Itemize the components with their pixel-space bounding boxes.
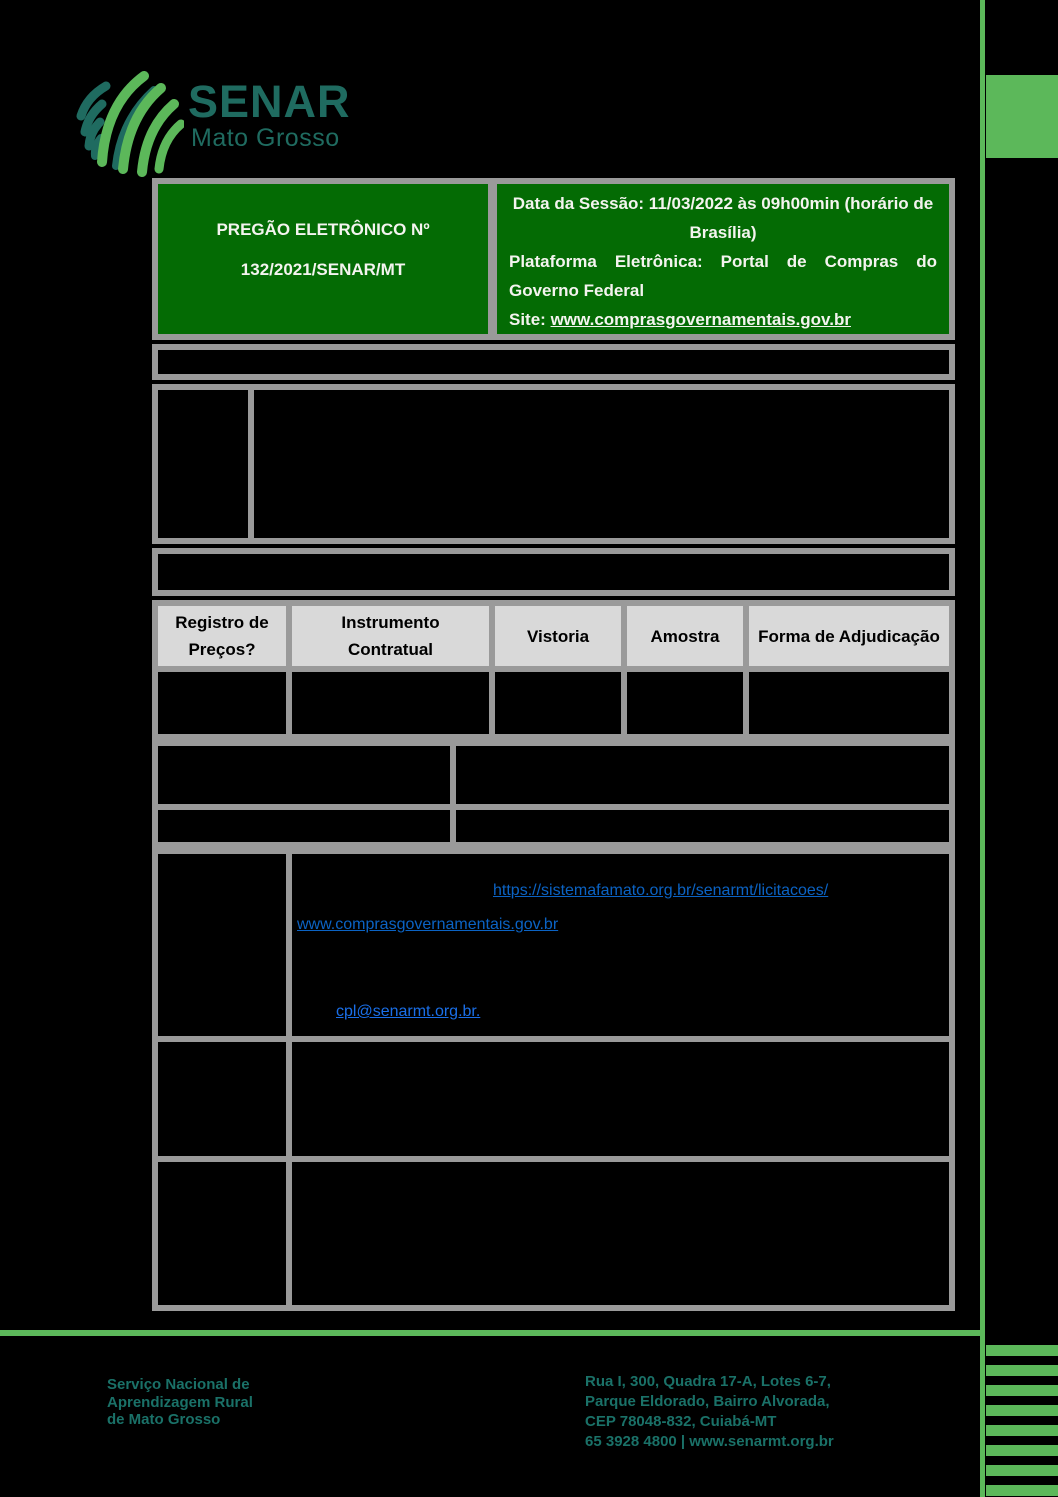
- footer-org-line1: Serviço Nacional de: [107, 1376, 250, 1393]
- redacted-cell: [292, 1162, 949, 1305]
- cpl-email-link[interactable]: cpl@senarmt.org.br.: [336, 1003, 481, 1020]
- footer-divider-line: [0, 1330, 985, 1336]
- redacted-cell: [254, 390, 949, 538]
- edital-links-cell: [292, 854, 949, 1036]
- criteria-header-vistoria: Vistoria: [495, 606, 621, 666]
- criteria-header-registro: Registro de Preços?: [158, 606, 286, 666]
- pregao-header-table: [152, 178, 955, 340]
- session-info-cell: [497, 184, 949, 334]
- pregao-title-cell: [158, 184, 488, 334]
- criteria-header-instrumento: Instrumento Contratual: [292, 606, 489, 666]
- bottom-right-stripes: [986, 1336, 1058, 1497]
- brand-region: Mato Grosso: [191, 124, 340, 152]
- redacted-cell: [158, 854, 286, 1036]
- compras-governamentais-link[interactable]: www.comprasgovernamentais.gov.br: [297, 916, 559, 933]
- redacted-cell: [158, 746, 450, 804]
- criteria-table: [152, 600, 955, 740]
- redacted-cell: [495, 672, 621, 734]
- comprasgovernamentais-link[interactable]: www.comprasgovernamentais.gov.br: [550, 310, 851, 329]
- value-row-table: [152, 548, 955, 596]
- site-line: [509, 305, 937, 334]
- footer-organization: [107, 1376, 253, 1429]
- redacted-cell: [627, 672, 743, 734]
- redacted-cell: [292, 672, 489, 734]
- senar-arcs-icon: [64, 62, 184, 177]
- object-row-table: [152, 344, 955, 380]
- pregao-title-line1: PREGÃO ELETRÔNICO Nº: [216, 220, 430, 239]
- redacted-cell: [292, 1042, 949, 1156]
- top-right-green-block: [986, 75, 1058, 158]
- site-label: Site:: [509, 310, 551, 329]
- footer-address-line2: Parque Eldorado, Bairro Alvorada,: [585, 1393, 830, 1410]
- licitacoes-link[interactable]: https://sistemafamato.org.br/senarmt/licitacoes/: [493, 882, 829, 899]
- description-row-table: [152, 384, 955, 544]
- redacted-cell: [158, 554, 949, 590]
- criteria-header-amostra: Amostra: [627, 606, 743, 666]
- redacted-cell: [158, 810, 450, 842]
- criteria-header-adjudicacao: Forma de Adjudicação: [749, 606, 949, 666]
- redacted-cell: [456, 810, 949, 842]
- footer-address-line4: 65 3928 4800 | www.senarmt.org.br: [585, 1433, 834, 1450]
- footer-address-line3: CEP 78048-832, Cuiabá-MT: [585, 1413, 777, 1430]
- information-table: [152, 848, 955, 1311]
- right-vertical-accent-line: [980, 0, 985, 1497]
- pregao-title-line2: 132/2021/SENAR/MT: [240, 260, 406, 279]
- redacted-cell: [749, 672, 949, 734]
- footer-address-line1: Rua I, 300, Quadra 17-A, Lotes 6-7,: [585, 1373, 831, 1390]
- redacted-cell: [158, 1162, 286, 1305]
- session-date-text: Data da Sessão: 11/03/2022 às 09h00min (horário de Brasília): [512, 194, 934, 242]
- platform-text: Plataforma Eletrônica: Portal de Compras do Governo Federal: [509, 252, 937, 300]
- brand-wordmark: SENAR: [188, 76, 351, 127]
- footer-org-line3: de Mato Grosso: [107, 1411, 221, 1428]
- footer-org-line2: Aprendizagem Rural: [107, 1393, 253, 1411]
- conditions-rows-table: [152, 740, 955, 848]
- redacted-cell: [456, 746, 949, 804]
- redacted-cell: [158, 1042, 286, 1156]
- redacted-cell: [158, 350, 949, 374]
- redacted-cell: [158, 672, 286, 734]
- footer-address: [585, 1372, 834, 1452]
- redacted-cell: [158, 390, 248, 538]
